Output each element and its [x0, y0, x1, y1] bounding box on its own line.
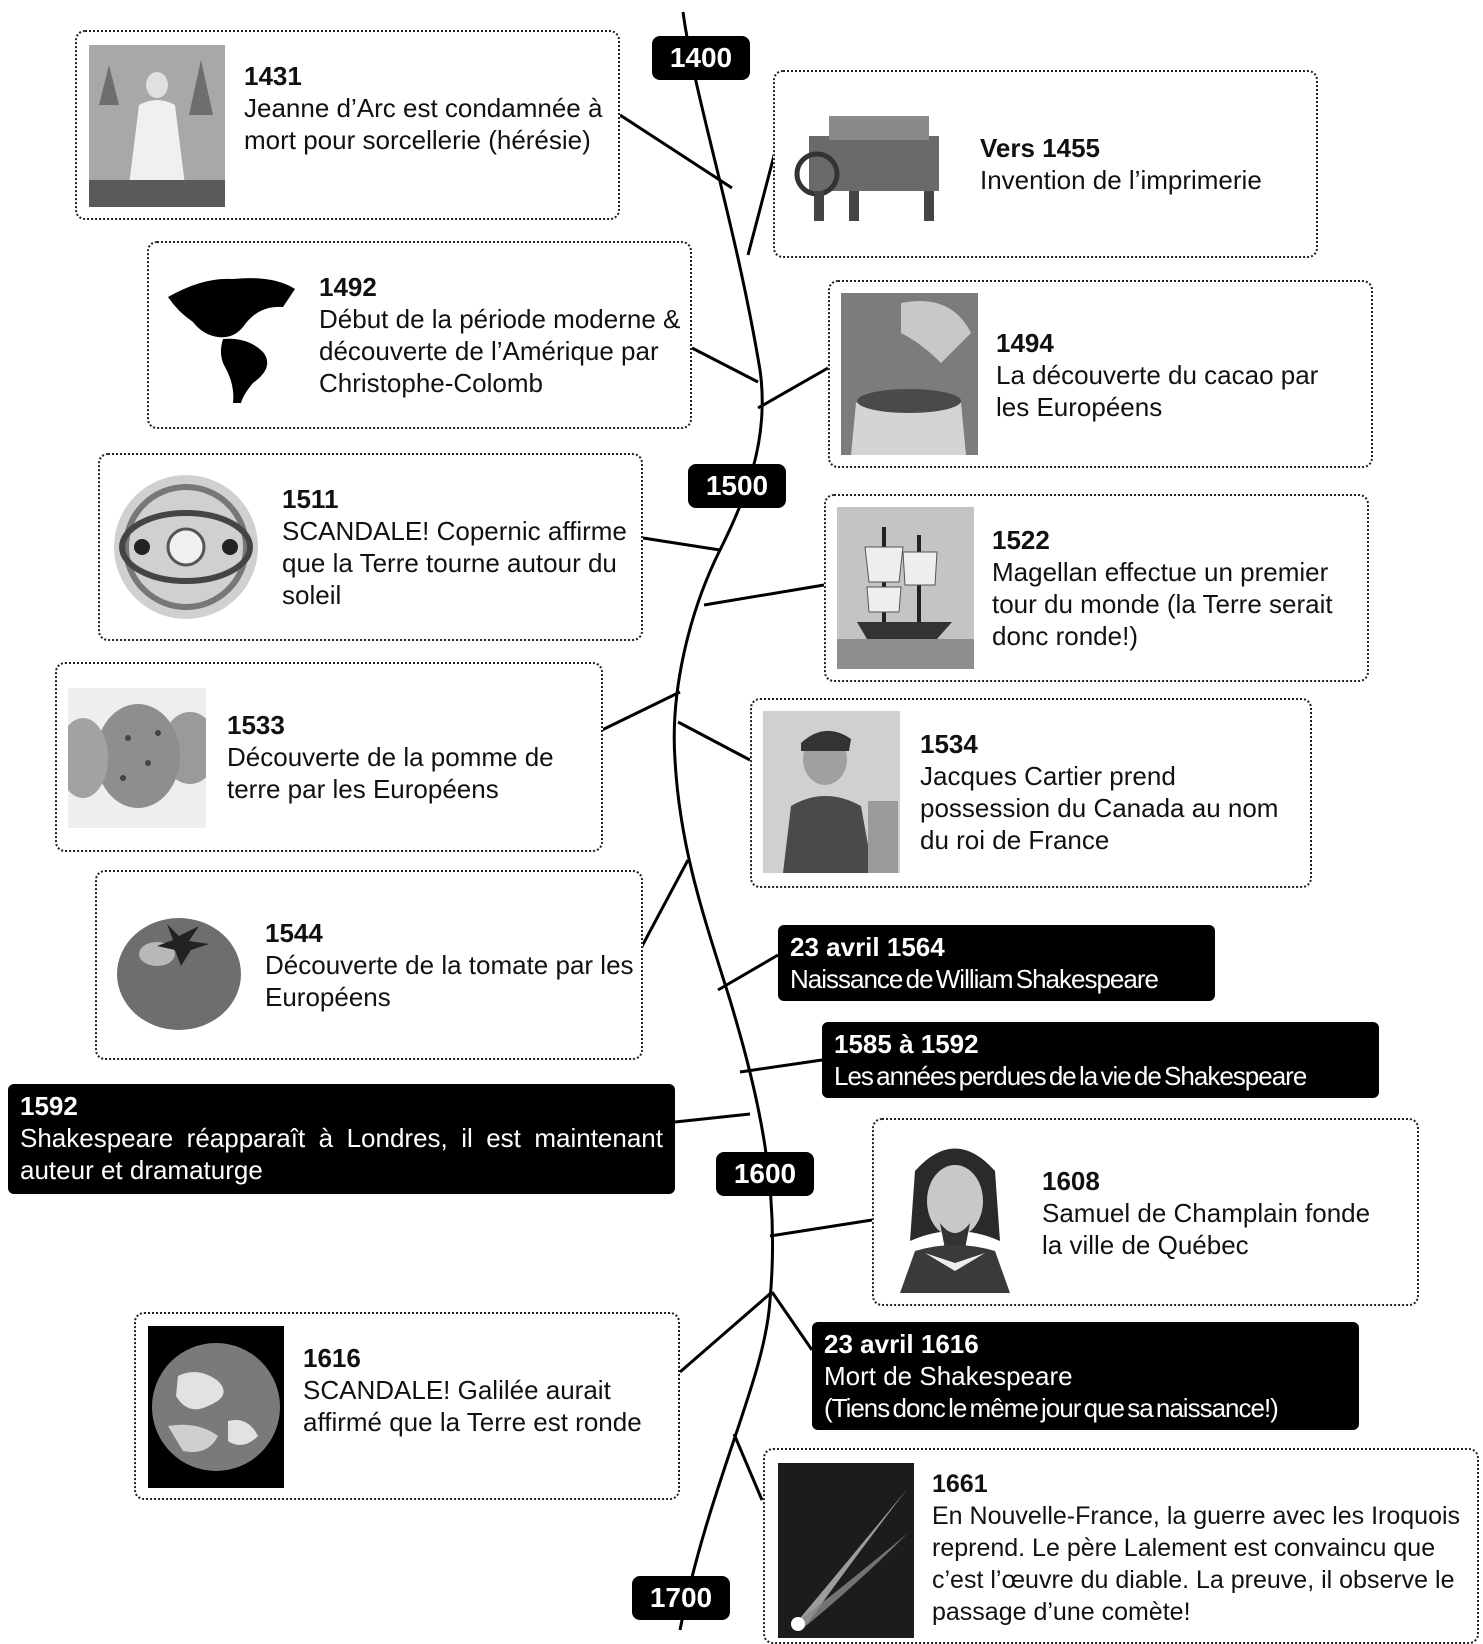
- event-description: Jacques Cartier prend possession du Canada au nom du roi de France: [920, 761, 1279, 855]
- connector-1585: [740, 1060, 822, 1072]
- champlain-portrait-icon: [885, 1131, 1025, 1293]
- event-date: 1534: [920, 729, 978, 759]
- event-banner-1592: [8, 1084, 675, 1194]
- event-description: Découverte de la pomme de terre par les Européens: [227, 742, 554, 804]
- americas-map-icon: [163, 267, 301, 403]
- event-description: Début de la période moderne & découverte de l’Amérique par Christophe-Colomb: [319, 304, 681, 398]
- sailing-ship-icon: [837, 507, 974, 669]
- connector-1522: [704, 585, 824, 605]
- event-card-1544: [95, 870, 643, 1060]
- connector-1533: [602, 692, 680, 730]
- event-date: 1511: [282, 484, 339, 514]
- event-date: 1522: [992, 525, 1050, 555]
- event-banner-1616-shakespeare: [812, 1322, 1359, 1430]
- event-card-1511: [98, 453, 643, 641]
- cocoa-beans-icon: [841, 293, 978, 455]
- event-card-1494: [828, 280, 1373, 468]
- potatoes-icon: [68, 688, 206, 828]
- event-date: 1592: [20, 1091, 78, 1121]
- event-card-1492: [147, 241, 692, 429]
- connector-1494: [758, 368, 828, 408]
- event-description: Naissance de William Shakespeare: [790, 964, 1158, 994]
- event-card-1616-galileo: [134, 1312, 680, 1500]
- event-date: 1544: [265, 918, 323, 948]
- event-card-1522: [824, 494, 1369, 682]
- event-card-1431: [75, 30, 620, 220]
- joan-of-arc-engraving-icon: [89, 45, 225, 207]
- event-card-1455: [773, 70, 1318, 258]
- event-description: En Nouvelle-France, la guerre avec les Iroquois reprend. Le père Lalement est convaincu que c’est l’œuvre du diable. La preuve, il observe le passage d’une comète!: [932, 1502, 1461, 1626]
- event-date: 1492: [319, 272, 377, 302]
- event-description: La découverte du cacao par les Européens: [996, 360, 1319, 422]
- event-card-1608: [872, 1118, 1419, 1306]
- heliocentric-model-icon: [112, 473, 260, 621]
- century-marker-1600: 1600: [716, 1152, 814, 1196]
- connector-1544: [640, 860, 688, 950]
- jacques-cartier-portrait-icon: [763, 711, 900, 873]
- event-note: (Tiens donc le même jour que sa naissance!): [824, 1393, 1278, 1423]
- earth-icon: [148, 1326, 284, 1488]
- century-marker-1500: 1500: [688, 464, 786, 508]
- event-date: 23 avril 1564: [790, 932, 945, 962]
- century-marker-1700: 1700: [632, 1576, 730, 1620]
- event-banner-1564: [778, 925, 1215, 1001]
- printing-press-icon: [789, 96, 954, 231]
- event-description: SCANDALE! Copernic affirme que la Terre tourne autour du soleil: [282, 516, 627, 610]
- connector-1511: [643, 538, 720, 550]
- event-description: Invention de l’imprimerie: [980, 165, 1262, 195]
- event-card-1533: [55, 662, 603, 852]
- event-date: 23 avril 1616: [824, 1329, 979, 1359]
- event-description: Mort de Shakespeare: [824, 1361, 1073, 1391]
- event-date: 1431: [244, 61, 302, 91]
- connector-1592: [675, 1114, 750, 1122]
- event-date: 1661: [932, 1470, 988, 1498]
- event-description: Découverte de la tomate par les Européens: [265, 950, 634, 1012]
- connector-1492: [692, 348, 758, 382]
- connector-1608: [770, 1220, 872, 1236]
- event-card-1661: [763, 1448, 1479, 1644]
- event-banner-1585: [822, 1022, 1379, 1098]
- event-description: Shakespeare réapparaît à Londres, il est maintenant auteur et dramaturge: [20, 1123, 663, 1185]
- century-marker-1400: 1400: [652, 36, 750, 80]
- event-description: Samuel de Champlain fonde la ville de Québec: [1042, 1198, 1371, 1260]
- connector-1661: [734, 1434, 762, 1500]
- connector-1431: [620, 115, 732, 188]
- event-description: SCANDALE! Galilée aurait affirmé que la Terre est ronde: [303, 1375, 642, 1437]
- connector-1564: [718, 955, 778, 990]
- tomato-icon: [109, 896, 247, 1036]
- event-date: Vers 1455: [980, 133, 1101, 163]
- event-description: Jeanne d’Arc est condamnée à mort pour sorcellerie (hérésie): [244, 93, 603, 155]
- comet-icon: [778, 1463, 914, 1638]
- event-card-1534: [750, 698, 1312, 888]
- event-description: Magellan effectue un premier tour du monde (la Terre serait donc ronde!): [992, 557, 1333, 651]
- event-date: 1533: [227, 710, 285, 740]
- event-date: 1616: [303, 1343, 361, 1373]
- event-date: 1494: [996, 328, 1054, 358]
- connector-1616-right: [772, 1292, 812, 1350]
- connector-1534: [678, 722, 750, 760]
- connector-1455: [748, 148, 776, 255]
- event-date: 1608: [1042, 1166, 1100, 1196]
- event-description: Les années perdues de la vie de Shakespeare: [834, 1061, 1307, 1091]
- event-date: 1585 à 1592: [834, 1029, 979, 1059]
